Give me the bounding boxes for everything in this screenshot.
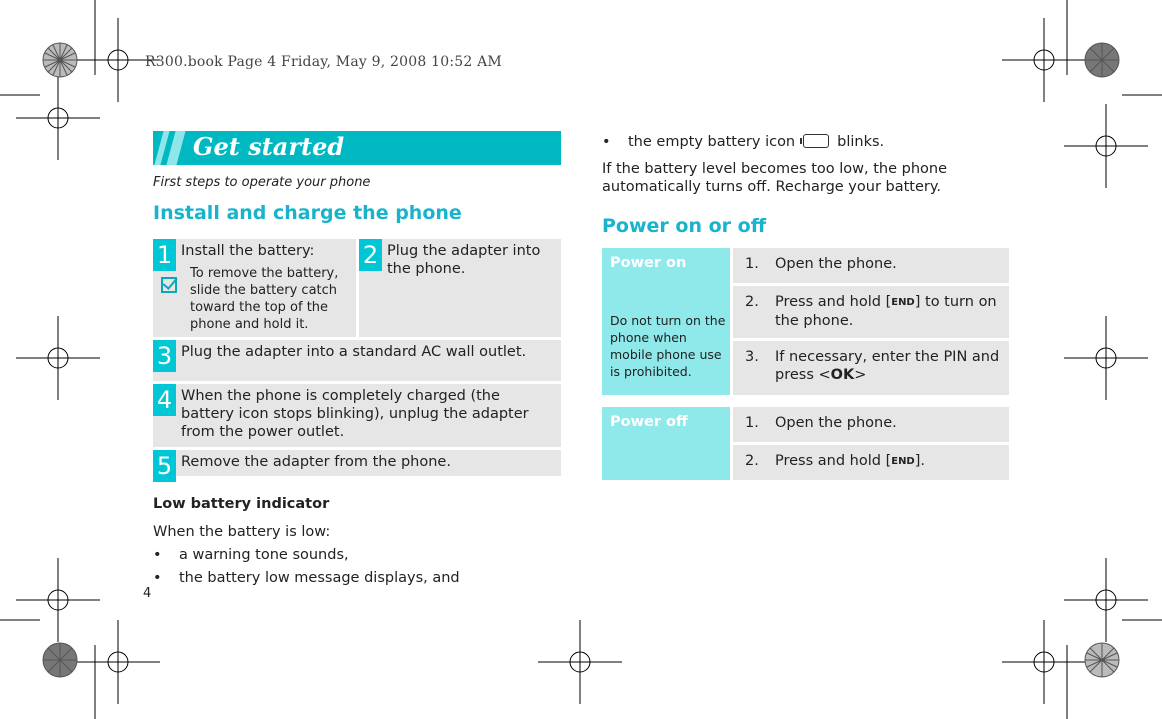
step-index: 2. [745,294,759,310]
low-battery-heading: Low battery indicator [153,496,330,512]
bullet-text-end: blinks. [837,134,885,150]
ok-key-label: OK [830,367,855,383]
step-3-text: Plug the adapter into a standard AC wall outlet. [181,344,527,360]
chapter-title: Get started [193,132,345,161]
step-number: 4 [153,384,176,416]
step-body: Press and hold [ [775,453,892,469]
low-battery-outro-2: automatically turns off. Recharge your battery. [602,179,941,195]
step-text [745,255,897,273]
power-on-step-3 [733,341,1009,395]
step-body-line2: press < [775,367,831,383]
power-on-step-1 [733,248,1009,283]
bullet-dot: • [153,570,162,586]
page-number: 4 [143,586,152,601]
low-battery-intro: When the battery is low: [153,524,331,540]
power-on-label: Power on [610,255,687,271]
step-5-text: Remove the adapter from the phone. [181,454,451,470]
power-off-label: Power off [610,414,688,430]
step-index: 3. [745,349,759,365]
step-text [745,293,997,330]
step-body: Open the phone. [775,415,897,431]
list-item [602,133,884,151]
step-body: Press and hold [ [775,294,892,310]
step-4-text: When the phone is completely charged (the battery icon stops blinking), unplug the adapter from the power outlet. [181,388,529,440]
step-index: 2. [745,453,759,469]
list-item [153,569,460,587]
step-body-line2: the phone. [775,313,854,329]
checkmark-icon [161,277,177,293]
step-number: 5 [153,450,176,482]
low-battery-outro-1: If the battery level becomes too low, the phone [602,161,947,177]
bullet-text: the empty battery icon [628,134,796,150]
step-4-box [153,384,561,447]
power-off-step-2 [733,445,1009,480]
print-header: R300.book Page 4 Friday, May 9, 2008 10:52 AM [145,54,502,70]
install-section-title: Install and charge the phone [153,202,462,224]
power-on-warning: Do not turn on the phone when mobile phone use is prohibited. [610,313,726,379]
chapter-banner [153,131,561,165]
bullet-text: a warning tone sounds, [179,547,349,563]
step-body-end: > [854,367,867,383]
step-1-box [153,239,356,337]
power-on-step-2 [733,286,1009,338]
step-text [745,348,999,384]
bullet-text: the battery low message displays, and [179,570,460,586]
step-text [745,452,925,471]
step-index: 1. [745,415,759,431]
step-2-box [359,239,561,337]
step-2-text: Plug the adapter into the phone. [387,243,541,277]
step-index: 1. [745,256,759,272]
step-body: If necessary, enter the PIN and [775,349,1000,365]
list-item [153,546,349,564]
empty-battery-icon [803,134,829,148]
power-off-label-cell [602,407,730,480]
power-on-label-cell [602,248,730,395]
bullet-dot: • [602,134,611,150]
end-key-icon: END [891,297,915,308]
step-body: Open the phone. [775,256,897,272]
step-body-cont: ] to turn on [914,294,997,310]
step-3-box [153,340,561,381]
step-text [745,414,897,432]
step-number: 3 [153,340,176,372]
chapter-subtitle: First steps to operate your phone [153,175,371,190]
banner-stripe [166,131,185,165]
power-off-step-1 [733,407,1009,442]
step-1-note: To remove the battery, slide the battery catch toward the top of the phone and hold it. [190,266,339,332]
power-section-title: Power on or off [602,215,767,237]
step-number: 2 [359,239,382,271]
step-number: 1 [153,239,176,271]
step-body-end: ]. [914,453,926,469]
bullet-dot: • [153,547,162,563]
step-5-box [153,450,561,480]
step-1-text: Install the battery: [181,243,315,259]
end-key-icon: END [891,456,915,467]
